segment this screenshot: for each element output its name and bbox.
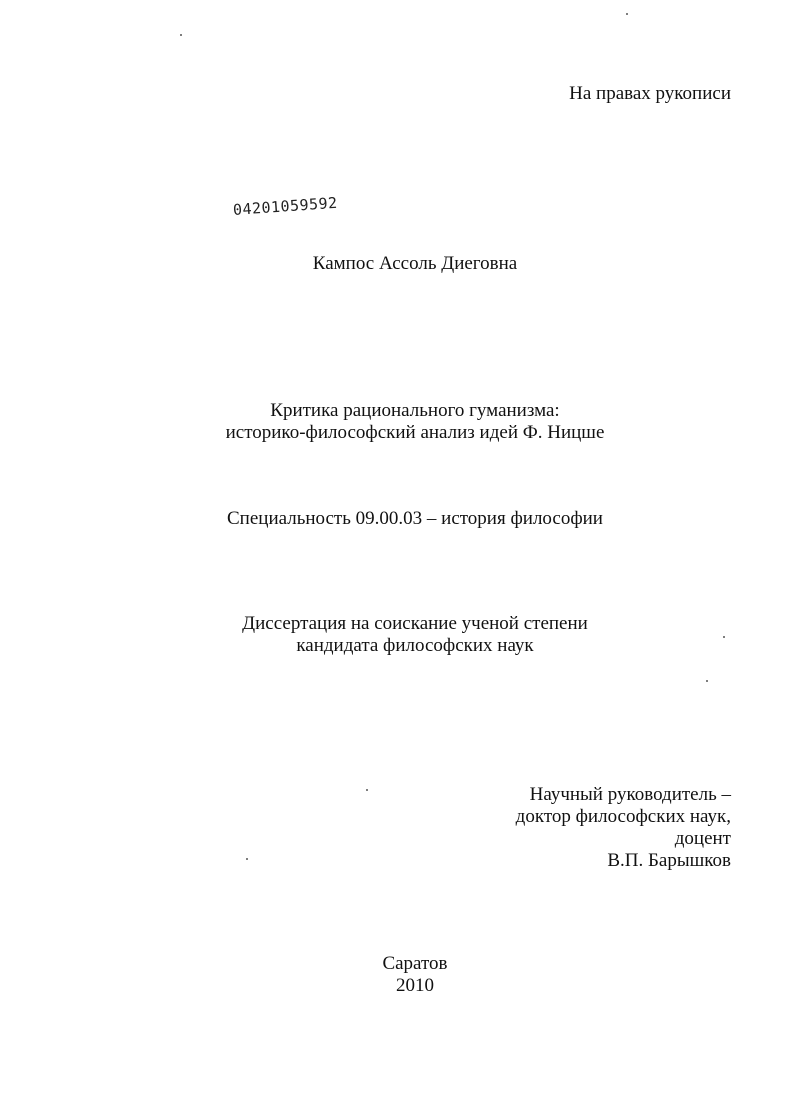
dissertation-line-1: Диссертация на соискание ученой степени bbox=[242, 613, 588, 634]
footer-year: 2010 bbox=[396, 975, 434, 996]
title-line-2: историко-философский анализ идей Ф. Ницше bbox=[225, 422, 605, 443]
specialty-line: Специальность 09.00.03 – история философии bbox=[227, 508, 603, 529]
scan-speck bbox=[706, 680, 708, 682]
supervisor-line-1: Научный руководитель – bbox=[529, 784, 731, 805]
scan-speck bbox=[246, 858, 248, 860]
supervisor-line-3: доцент bbox=[674, 828, 731, 849]
footer-city: Саратов bbox=[382, 953, 448, 974]
supervisor-name: В.П. Барышков bbox=[607, 850, 731, 871]
rights-notice: На правах рукописи bbox=[569, 83, 731, 104]
title-line-1: Критика рационального гуманизма: bbox=[270, 400, 560, 421]
archive-stamp-number: 04201059592 bbox=[232, 193, 339, 219]
dissertation-line-2: кандидата философских наук bbox=[296, 635, 534, 656]
scan-speck bbox=[366, 789, 368, 791]
scan-speck bbox=[180, 34, 182, 36]
author-name: Кампос Ассоль Диеговна bbox=[312, 253, 518, 274]
supervisor-line-2: доктор философских наук, bbox=[515, 806, 731, 827]
scan-speck bbox=[626, 13, 628, 15]
